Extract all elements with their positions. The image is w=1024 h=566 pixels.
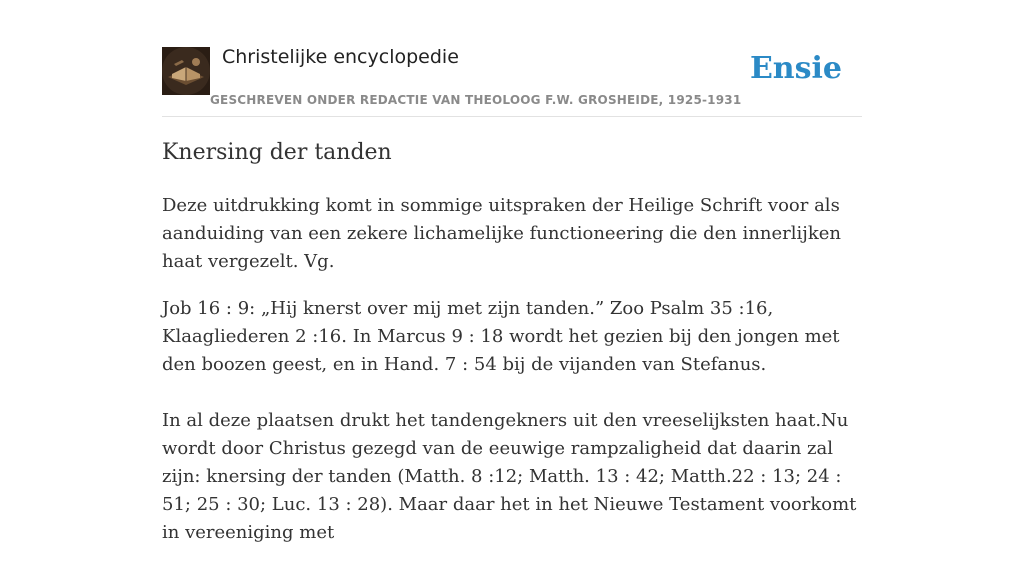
article-paragraph: Deze uitdrukking komt in sommige uitspraken der Heilige Schrift voor als aanduiding van een zekere lichamelijke functioneering die den innerlijken haat vergezelt. Vg. [162, 195, 842, 272]
site-subtitle: GESCHREVEN ONDER REDACTIE VAN THEOLOOG F.W. GROSHEIDE, 1925-1931 [210, 93, 742, 107]
article-paragraph: Job 16 : 9: „Hij knerst over mij met zijn tanden.” Zoo Psalm 35 :16, Klaagliederen 2 :16. In Marcus 9 : 18 wordt het gezien bij den jongen met den boozen geest, en in Hand. 7 : 54 bij de vijanden van Stefanus. In al deze plaatsen drukt het tandengekners uit den vreeselijksten haat.Nu wordt door Christus gezegd van de eeuwige rampzaligheid dat daarin zal zijn: knersing der tanden (Matth. 8 :12; Matth. 13 : 42; Matth.22 : 13; 24 : 51; 25 : 30; Luc. 13 : 28). Maar daar het in het Nieuwe Testament voorkomt in vereeniging met [162, 298, 857, 543]
site-title[interactable]: Christelijke encyclopedie [222, 46, 459, 68]
article-body [162, 192, 862, 566]
site-header [162, 46, 862, 117]
open-book-icon[interactable] [162, 47, 210, 95]
brand-logo[interactable]: Ensie [749, 51, 842, 86]
article-title: Knersing der tanden [162, 140, 392, 165]
